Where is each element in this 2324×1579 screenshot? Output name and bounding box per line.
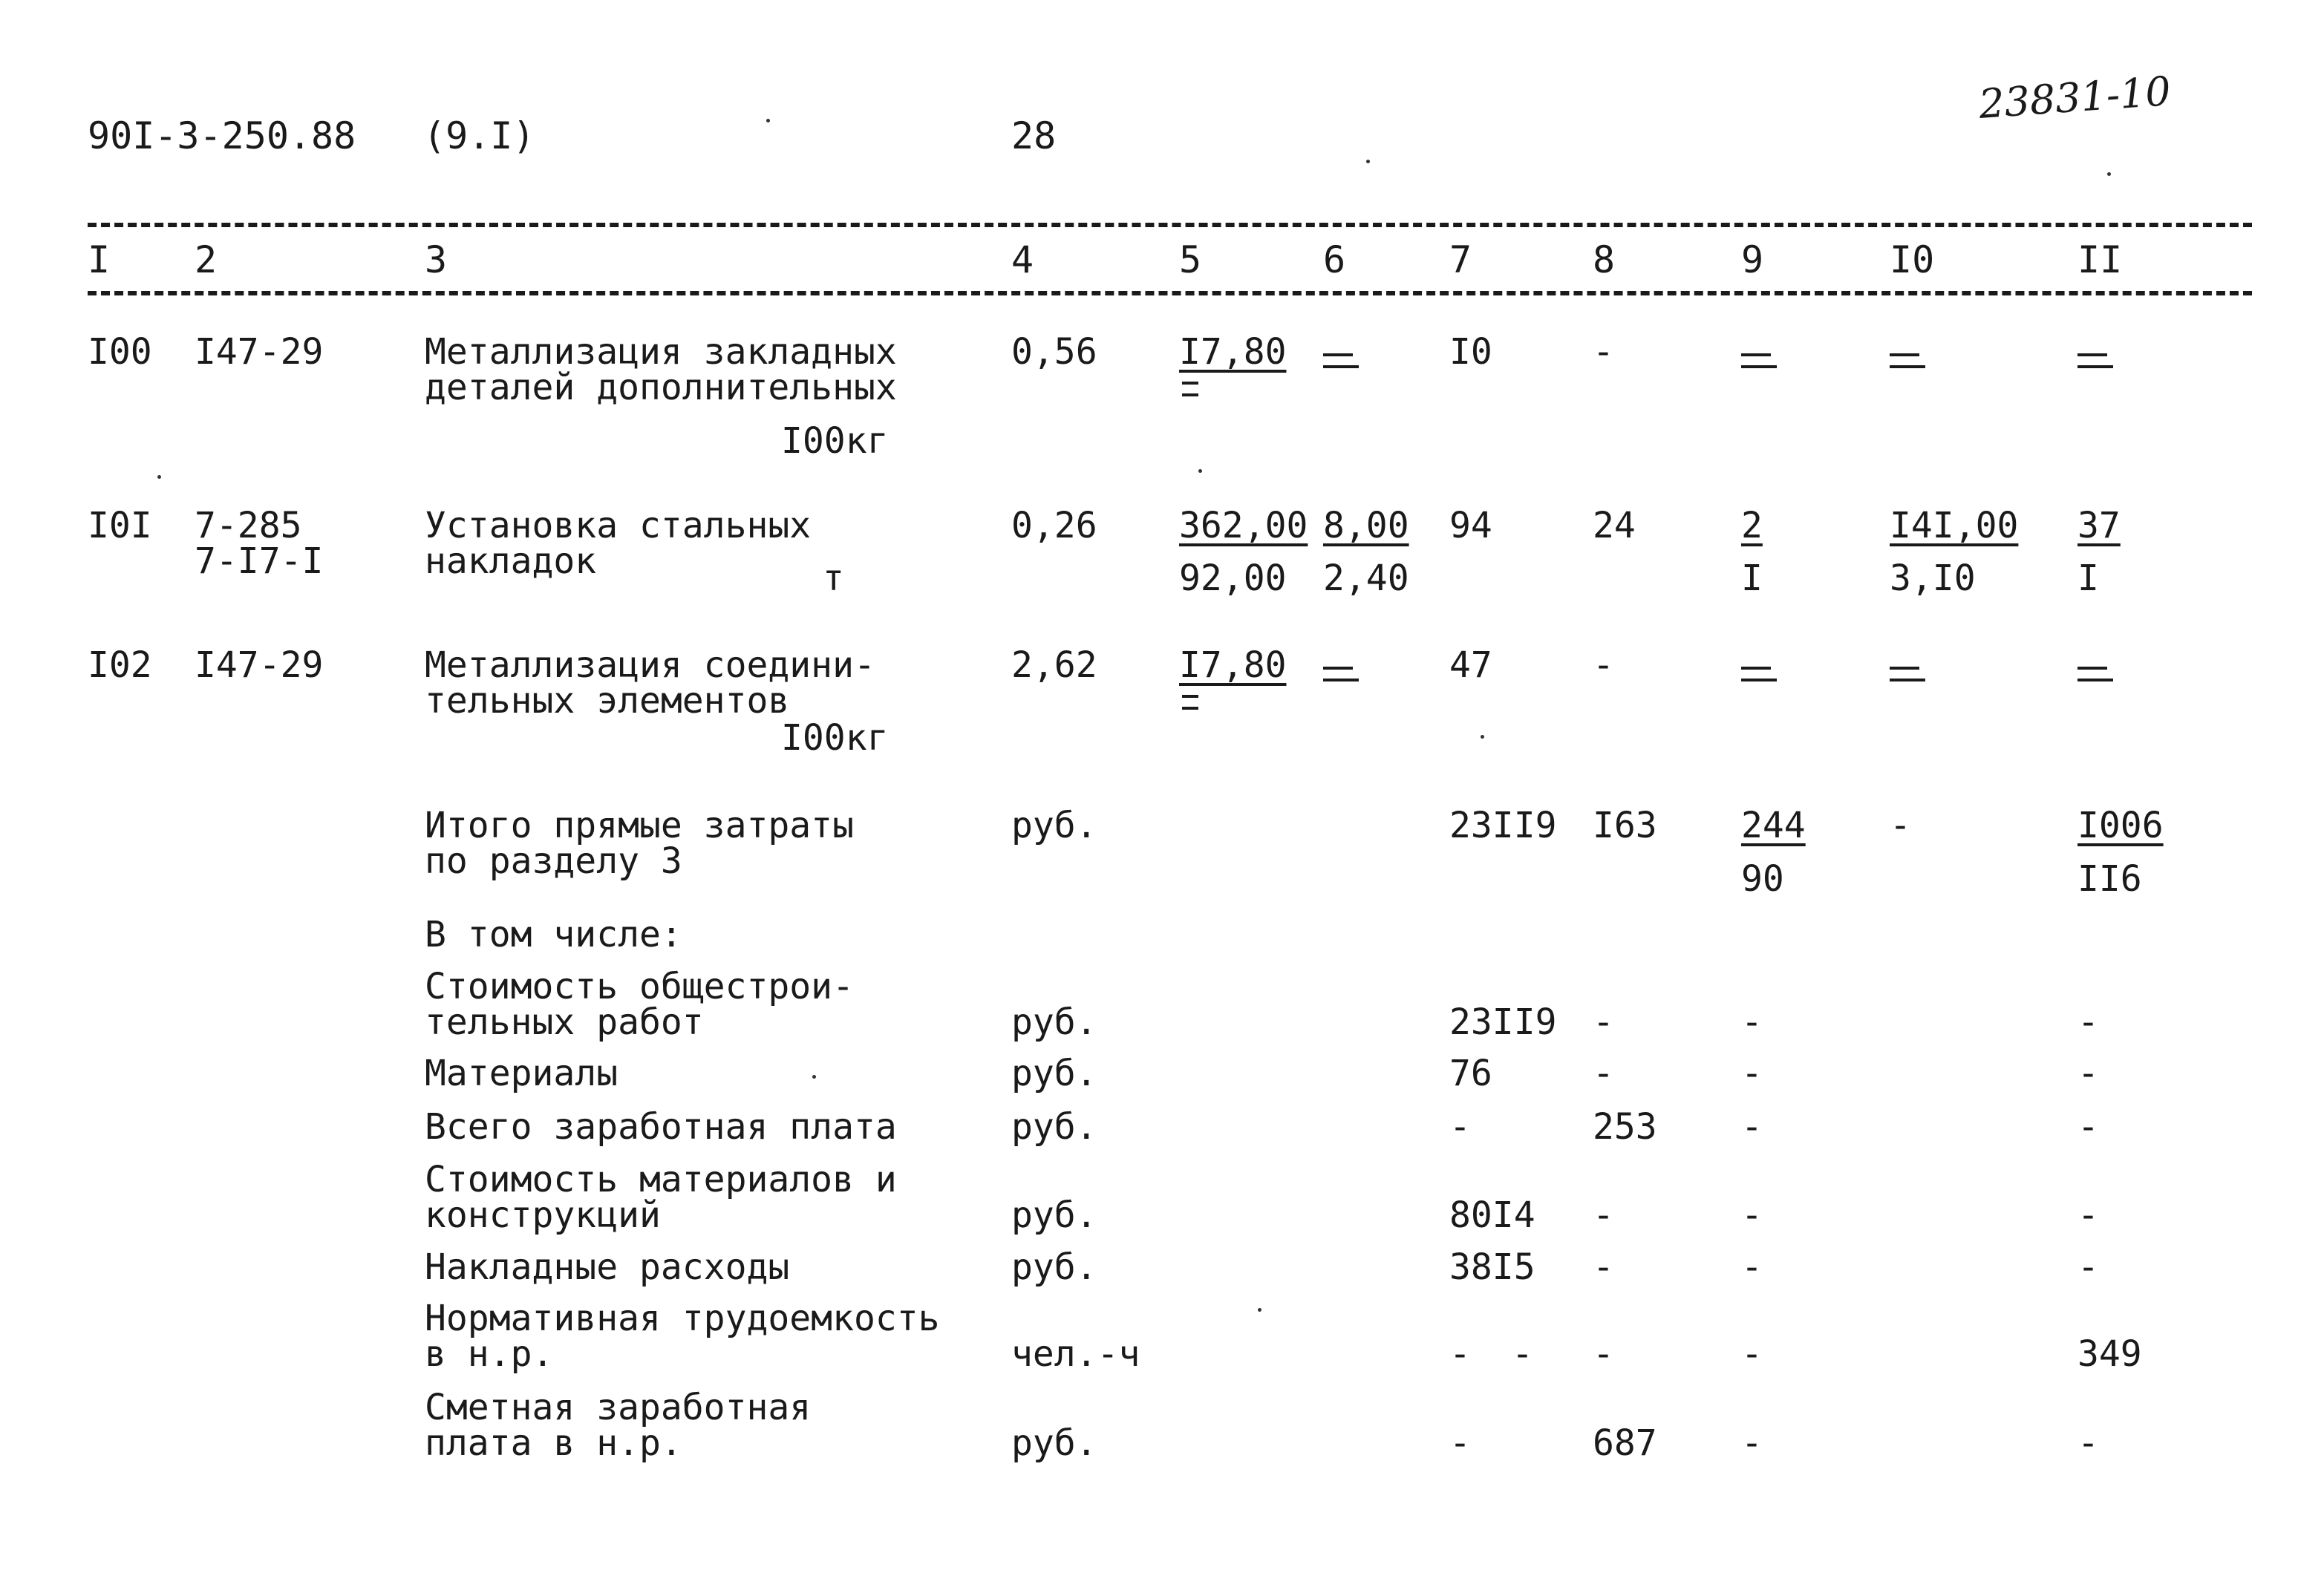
ditto-mark: [2077, 662, 2116, 689]
summary-machine-cost-top: 244: [1741, 805, 1806, 846]
machine-cost-bottom: I: [1741, 558, 1763, 599]
total-cost: 94: [1449, 505, 1492, 546]
breakdown-label: Материалы: [425, 1053, 618, 1094]
section-number: (9.I): [423, 114, 535, 157]
unit-cost-top: I7,80: [1179, 644, 1287, 686]
ditto-mark: [1323, 662, 1362, 689]
breakdown-c11: -: [2077, 1106, 2099, 1148]
row-number: I02: [88, 644, 152, 686]
breakdown-c9: -: [1741, 1106, 1763, 1148]
handwritten-archive-number: 23831-10: [1977, 68, 2173, 128]
column-header-11: II: [2077, 238, 2123, 281]
ditto-mark: [1182, 382, 1221, 408]
column-header-6: 6: [1323, 238, 1346, 281]
breakdown-c11: -: [2077, 1053, 2099, 1094]
breakdown-label: в н.р.: [425, 1333, 554, 1375]
unit-cost-bottom: 92,00: [1179, 558, 1287, 599]
ditto-mark: [1323, 349, 1362, 376]
breakdown-c11: -: [2077, 1001, 2099, 1043]
scan-speck: [1198, 469, 1202, 473]
breakdown-unit: руб.: [1011, 1246, 1097, 1288]
breakdown-c7: 23II9: [1449, 1001, 1557, 1043]
breakdown-c9: -: [1741, 1001, 1763, 1043]
measurement-unit: т: [823, 558, 844, 599]
breakdown-c7: -: [1449, 1333, 1471, 1375]
breakdown-unit: руб.: [1011, 1422, 1097, 1464]
scan-speck: [2107, 172, 2111, 176]
ditto-mark: [1182, 695, 1221, 722]
total-cost: I0: [1449, 331, 1492, 373]
summary-wage-cost: I63: [1593, 805, 1657, 846]
work-description-line: Металлизация закладных: [425, 331, 897, 373]
unit-wage-top: 8,00: [1323, 505, 1409, 546]
wage-cost: -: [1593, 331, 1614, 373]
breakdown-label: Накладные расходы: [425, 1246, 790, 1288]
unit-cost-top: 362,00: [1179, 505, 1308, 546]
breakdown-unit: руб.: [1011, 1106, 1097, 1148]
breakdown-label: Стоимость общестрои-: [425, 966, 854, 1007]
wage-cost: 24: [1593, 505, 1636, 546]
ditto-mark: [1890, 662, 1928, 689]
column-header-4: 4: [1011, 238, 1034, 281]
quantity: 0,26: [1011, 505, 1097, 546]
breakdown-c9: -: [1741, 1194, 1763, 1236]
row-number: I0I: [88, 505, 152, 546]
rate-code: 7-I7-I: [195, 540, 324, 582]
unit-wage-bottom: 2,40: [1323, 558, 1409, 599]
summary-label: Итого прямые затраты: [425, 805, 854, 846]
work-description-line: тельных элементов: [425, 680, 790, 722]
machine-cost-top: 2: [1741, 505, 1763, 546]
column-header-3: 3: [425, 238, 448, 281]
quantity: 2,62: [1011, 644, 1097, 686]
work-description-line: Установка стальных: [425, 505, 812, 546]
scan-speck: [766, 119, 770, 122]
labor-total-bottom: I: [2077, 558, 2099, 599]
breakdown-c11: 349: [2077, 1333, 2142, 1375]
breakdown-unit: руб.: [1011, 1194, 1097, 1236]
breakdown-label: тельных работ: [425, 1001, 704, 1043]
scan-speck: [157, 475, 161, 479]
breakdown-c7: 80I4: [1449, 1194, 1535, 1236]
ditto-mark: [1741, 349, 1780, 376]
labor-unit-bottom: 3,I0: [1890, 558, 1976, 599]
summary-labor-total-top: I006: [2077, 805, 2164, 846]
summary-unit: руб.: [1011, 805, 1097, 846]
breakdown-label: плата в н.р.: [425, 1422, 682, 1464]
measurement-unit: I00кг: [781, 717, 889, 759]
scan-speck: [812, 1075, 816, 1079]
page-number: 28: [1011, 114, 1057, 157]
breakdown-label: Стоимость материалов и: [425, 1159, 897, 1200]
breakdown-c11: -: [2077, 1246, 2099, 1288]
breakdown-label: Нормативная трудоемкость: [425, 1298, 940, 1339]
scan-speck: [1366, 160, 1370, 163]
breakdown-c9: -: [1741, 1246, 1763, 1288]
breakdown-c9: -: [1741, 1422, 1763, 1464]
breakdown-unit: руб.: [1011, 1001, 1097, 1043]
labor-total-top: 37: [2077, 505, 2121, 546]
breakdown-c8: -: [1593, 1053, 1614, 1094]
document-code: 90I-3-250.88: [88, 114, 356, 157]
breakdown-unit: чел.-ч: [1011, 1333, 1140, 1375]
including-label: В том числе:: [425, 914, 682, 955]
unit-cost-top: I7,80: [1179, 331, 1287, 373]
breakdown-c8: -: [1593, 1001, 1614, 1043]
breakdown-c7: -: [1449, 1422, 1471, 1464]
rate-code: 7-285: [195, 505, 302, 546]
measurement-unit: I00кг: [781, 420, 889, 462]
breakdown-unit: руб.: [1011, 1053, 1097, 1094]
work-description-line: накладок: [425, 540, 597, 582]
breakdown-c7: 76: [1449, 1053, 1492, 1094]
breakdown-label: Сметная заработная: [425, 1387, 812, 1428]
column-header-8: 8: [1593, 238, 1616, 281]
ditto-mark: [1741, 662, 1780, 689]
rate-code: I47-29: [195, 331, 324, 373]
breakdown-c7-extra: -: [1512, 1333, 1533, 1375]
wage-cost: -: [1593, 644, 1614, 686]
column-header-7: 7: [1449, 238, 1472, 281]
summary-labor-total-bottom: II6: [2077, 858, 2142, 900]
row-number: I00: [88, 331, 152, 373]
work-description-line: деталей дополнительных: [425, 367, 897, 408]
breakdown-c8: 253: [1593, 1106, 1657, 1148]
labor-unit-top: I4I,00: [1890, 505, 2019, 546]
total-cost: 47: [1449, 644, 1492, 686]
scan-speck: [1258, 1308, 1261, 1312]
breakdown-label: Всего заработная плата: [425, 1106, 897, 1148]
breakdown-c11: -: [2077, 1422, 2099, 1464]
work-description-line: Металлизация соедини-: [425, 644, 875, 686]
scan-speck: [1481, 735, 1484, 739]
column-header-10: I0: [1890, 238, 1935, 281]
column-header-1: I: [88, 238, 111, 281]
breakdown-label: конструкций: [425, 1194, 661, 1236]
column-header-2: 2: [195, 238, 218, 281]
summary-total-cost: 23II9: [1449, 805, 1557, 846]
breakdown-c8: -: [1593, 1333, 1614, 1375]
breakdown-c11: -: [2077, 1194, 2099, 1236]
rate-code: I47-29: [195, 644, 324, 686]
quantity: 0,56: [1011, 331, 1097, 373]
table-header-rule: [88, 291, 2252, 295]
breakdown-c7: 38I5: [1449, 1246, 1535, 1288]
column-header-9: 9: [1741, 238, 1764, 281]
column-header-5: 5: [1179, 238, 1202, 281]
breakdown-c7: -: [1449, 1106, 1471, 1148]
summary-machine-cost-bottom: 90: [1741, 858, 1784, 900]
ditto-mark: [1890, 349, 1928, 376]
breakdown-c8: -: [1593, 1194, 1614, 1236]
breakdown-c9: -: [1741, 1053, 1763, 1094]
table-top-rule: [88, 223, 2252, 227]
breakdown-c8: 687: [1593, 1422, 1657, 1464]
breakdown-c8: -: [1593, 1246, 1614, 1288]
breakdown-c9: -: [1741, 1333, 1763, 1375]
summary-labor-unit: -: [1890, 805, 1911, 846]
ditto-mark: [2077, 349, 2116, 376]
summary-label: по разделу 3: [425, 840, 682, 882]
